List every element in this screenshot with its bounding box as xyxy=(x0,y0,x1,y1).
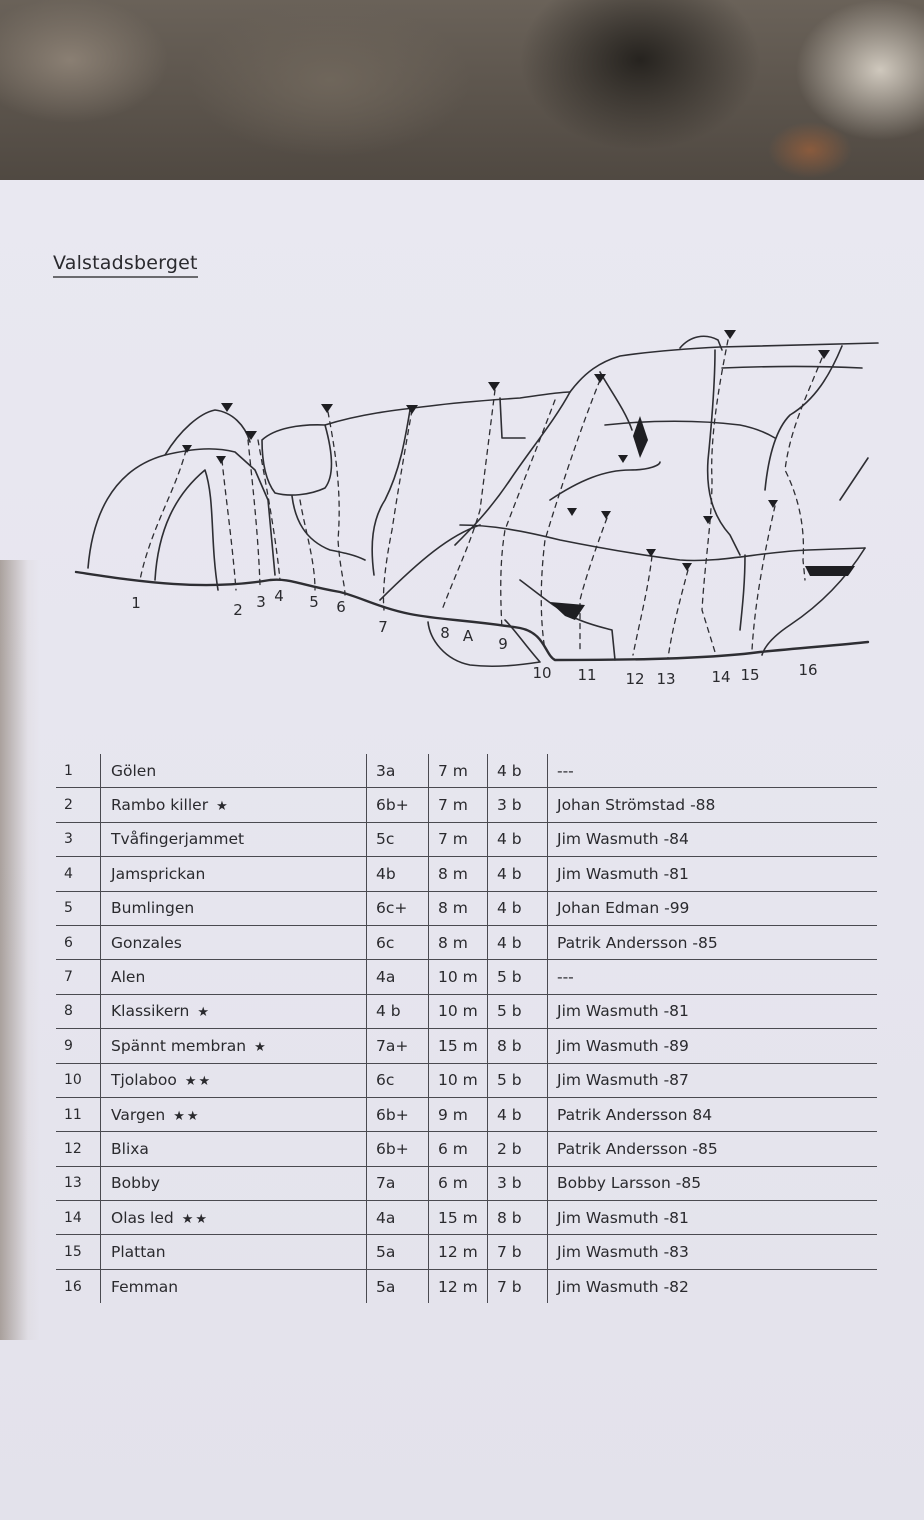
route-line-9 xyxy=(501,400,555,630)
route-name-cell xyxy=(101,1097,367,1131)
route-name-text: Klassikern xyxy=(111,1002,190,1021)
rock-outline-right-ledge xyxy=(722,367,862,369)
topo-route-number: 4 xyxy=(274,587,284,605)
marker-10 xyxy=(818,350,830,359)
route-length-cell xyxy=(429,925,488,959)
route-name-cell xyxy=(101,788,367,822)
marker-11 xyxy=(567,508,577,516)
table-row xyxy=(56,1029,877,1063)
first-ascent-cell xyxy=(548,857,878,891)
route-bolts-cell xyxy=(488,925,548,959)
first-ascent-cell xyxy=(548,822,878,856)
first-ascent-text: Patrik Andersson -85 xyxy=(557,1139,718,1158)
marker-17 xyxy=(768,500,778,508)
route-bolts-cell xyxy=(488,1269,548,1303)
first-ascent-text: Jim Wasmuth -83 xyxy=(557,1243,689,1262)
route-number-cell xyxy=(56,822,101,856)
route-number-text: 14 xyxy=(64,1209,82,1226)
route-length-text: 7 m xyxy=(438,761,468,780)
route-length-text: 7 m xyxy=(438,830,468,849)
route-bolts-cell xyxy=(488,1097,548,1131)
route-grade-text: 6b+ xyxy=(376,796,409,815)
route-length-cell xyxy=(429,1029,488,1063)
route-grade-text: 7a+ xyxy=(376,1036,409,1055)
marker-16 xyxy=(703,516,713,524)
route-length-cell xyxy=(429,822,488,856)
first-ascent-cell xyxy=(548,960,878,994)
marker-4 xyxy=(216,456,226,464)
route-name-cell xyxy=(101,1029,367,1063)
rock-outline-box xyxy=(500,398,525,438)
quality-stars: ★★ xyxy=(181,1211,210,1227)
route-number-cell xyxy=(56,1269,101,1303)
first-ascent-text: --- xyxy=(557,968,574,987)
topo-route-number: 8 xyxy=(440,624,450,642)
route-length-text: 15 m xyxy=(438,1208,478,1227)
first-ascent-text: Jim Wasmuth -81 xyxy=(557,1208,689,1227)
route-bolts-cell xyxy=(488,1235,548,1269)
topo-route-number: 9 xyxy=(498,635,508,653)
route-length-text: 15 m xyxy=(438,1036,478,1055)
route-number-text: 4 xyxy=(64,865,73,882)
route-name-text: Femman xyxy=(111,1277,179,1296)
route-name-text: Alen xyxy=(111,968,146,987)
route-length-text: 10 m xyxy=(438,1071,478,1090)
route-line-7 xyxy=(383,410,412,610)
rock-outline-top-edge xyxy=(325,392,570,425)
table-row xyxy=(56,1269,877,1303)
route-length-cell xyxy=(429,788,488,822)
route-number-cell xyxy=(56,1029,101,1063)
rock-outline-left-boulder xyxy=(88,449,275,575)
route-number-text: 13 xyxy=(64,1175,82,1192)
topo-route-number: 5 xyxy=(309,593,319,611)
route-table xyxy=(56,754,877,1303)
topo-route-number: 6 xyxy=(336,598,346,616)
route-number-cell xyxy=(56,1166,101,1200)
first-ascent-cell xyxy=(548,891,878,925)
first-ascent-cell xyxy=(548,754,878,788)
route-line-2 xyxy=(222,460,236,590)
route-length-text: 8 m xyxy=(438,933,468,952)
route-line-1 xyxy=(140,450,186,580)
table-row xyxy=(56,1063,877,1097)
first-ascent-cell xyxy=(548,1166,878,1200)
first-ascent-cell xyxy=(548,925,878,959)
route-line-15 xyxy=(752,506,775,650)
route-name-cell xyxy=(101,1063,367,1097)
route-bolts-text: 5 b xyxy=(497,1071,522,1090)
topo-route-number: 3 xyxy=(256,593,266,611)
crag-topo-drawing xyxy=(0,0,924,720)
route-name-text: Blixa xyxy=(111,1139,149,1158)
marker-13 xyxy=(618,455,628,463)
route-number-text: 2 xyxy=(64,797,73,814)
first-ascent-text: Jim Wasmuth -87 xyxy=(557,1071,689,1090)
route-number-cell xyxy=(56,754,101,788)
route-number-text: 15 xyxy=(64,1244,82,1261)
route-bolts-text: 7 b xyxy=(497,1277,522,1296)
route-bolts-cell xyxy=(488,754,548,788)
route-number-cell xyxy=(56,960,101,994)
route-number-text: 11 xyxy=(64,1106,82,1123)
route-bolts-text: 2 b xyxy=(497,1139,522,1158)
first-ascent-cell xyxy=(548,1269,878,1303)
route-grade-text: 5a xyxy=(376,1277,396,1296)
route-name-text: Jamsprickan xyxy=(111,864,206,883)
first-ascent-cell xyxy=(548,1235,878,1269)
route-bolts-cell xyxy=(488,857,548,891)
route-length-cell xyxy=(429,1235,488,1269)
rock-outline-inner-arc xyxy=(155,470,218,590)
route-line-13 xyxy=(668,570,688,658)
first-ascent-cell xyxy=(548,1063,878,1097)
route-line-8 xyxy=(442,390,495,610)
route-length-text: 6 m xyxy=(438,1139,468,1158)
route-grade-text: 6c xyxy=(376,933,395,952)
rock-outline-right-edge xyxy=(762,548,865,655)
route-length-cell xyxy=(429,1269,488,1303)
first-ascent-cell xyxy=(548,994,878,1028)
route-length-text: 9 m xyxy=(438,1105,468,1124)
route-grade-text: 4a xyxy=(376,968,396,987)
first-ascent-text: Patrik Andersson -85 xyxy=(557,933,718,952)
route-grade-text: 4b xyxy=(376,864,396,883)
first-ascent-text: Bobby Larsson -85 xyxy=(557,1174,702,1193)
route-line-14 xyxy=(702,340,728,652)
first-ascent-text: Jim Wasmuth -82 xyxy=(557,1277,689,1296)
route-length-cell xyxy=(429,960,488,994)
table-row xyxy=(56,1097,877,1131)
rock-outline-ramp xyxy=(550,462,660,500)
black-ledge-feature xyxy=(805,566,855,576)
rock-outline-crack-mid xyxy=(372,410,410,575)
marker-1 xyxy=(221,403,233,412)
route-grade-cell xyxy=(367,822,429,856)
rock-outline-low-ramp xyxy=(380,525,480,600)
quality-stars: ★★ xyxy=(173,1108,201,1124)
route-name-text: Bobby xyxy=(111,1174,160,1193)
route-number-text: 16 xyxy=(64,1278,82,1295)
rock-outline-slash-right xyxy=(840,458,868,500)
ground-line xyxy=(76,572,868,660)
route-line-3 xyxy=(248,440,260,585)
route-grade-text: 4a xyxy=(376,1208,396,1227)
table-row xyxy=(56,1201,877,1235)
route-bolts-text: 4 b xyxy=(497,830,522,849)
first-ascent-text: Jim Wasmuth -81 xyxy=(557,1002,689,1021)
route-line-11 xyxy=(580,518,607,650)
route-name-cell xyxy=(101,1235,367,1269)
route-length-cell xyxy=(429,754,488,788)
route-bolts-text: 8 b xyxy=(497,1208,522,1227)
route-number-text: 8 xyxy=(64,1003,73,1020)
route-bolts-cell xyxy=(488,1132,548,1166)
route-grade-cell xyxy=(367,925,429,959)
topo-route-number: 2 xyxy=(233,601,243,619)
rock-outline-lower-band xyxy=(460,525,865,561)
route-grade-text: 6b+ xyxy=(376,1139,409,1158)
route-grade-cell xyxy=(367,891,429,925)
route-grade-text: 6c xyxy=(376,1071,395,1090)
table-row xyxy=(56,754,877,788)
first-ascent-text: Patrik Andersson 84 xyxy=(557,1105,713,1124)
route-length-cell xyxy=(429,857,488,891)
route-name-cell xyxy=(101,891,367,925)
route-grade-text: 6b+ xyxy=(376,1105,409,1124)
route-length-text: 12 m xyxy=(438,1243,478,1262)
route-grade-cell xyxy=(367,1029,429,1063)
quality-stars: ★ xyxy=(254,1039,268,1055)
route-name-text: Rambo killer xyxy=(111,796,209,815)
route-line-6 xyxy=(328,412,345,595)
marker-6 xyxy=(406,405,418,414)
route-name-cell xyxy=(101,857,367,891)
route-name-cell xyxy=(101,1269,367,1303)
route-length-text: 6 m xyxy=(438,1174,468,1193)
first-ascent-text: Jim Wasmuth -89 xyxy=(557,1036,689,1055)
first-ascent-text: Johan Strömstad -88 xyxy=(557,796,716,815)
quality-stars: ★★ xyxy=(184,1074,213,1090)
route-number-text: 6 xyxy=(64,934,73,951)
route-line-12 xyxy=(633,556,652,655)
first-ascent-cell xyxy=(548,1029,878,1063)
route-name-cell xyxy=(101,1166,367,1200)
route-number-cell xyxy=(56,1235,101,1269)
route-name-cell xyxy=(101,822,367,856)
route-name-cell xyxy=(101,754,367,788)
route-number-cell xyxy=(56,1201,101,1235)
route-length-text: 8 m xyxy=(438,864,468,883)
route-bolts-cell xyxy=(488,960,548,994)
rock-outline-lower-slab xyxy=(520,580,615,660)
topo-route-number: 12 xyxy=(625,670,645,688)
route-length-cell xyxy=(429,1097,488,1131)
route-bolts-cell xyxy=(488,822,548,856)
route-grade-cell xyxy=(367,857,429,891)
route-grade-cell xyxy=(367,1063,429,1097)
table-row xyxy=(56,925,877,959)
route-grade-text: 3a xyxy=(376,761,396,780)
route-name-text: Olas led xyxy=(111,1208,174,1227)
route-number-text: 12 xyxy=(64,1140,82,1157)
topo-route-number: 11 xyxy=(577,666,597,684)
route-grade-text: 6c+ xyxy=(376,899,408,918)
table-row xyxy=(56,994,877,1028)
route-name-text: Tjolaboo xyxy=(111,1071,177,1090)
topo-route-number: 14 xyxy=(711,668,731,686)
first-ascent-text: Jim Wasmuth -84 xyxy=(557,830,689,849)
route-name-text: Gölen xyxy=(111,761,157,780)
crag-title: Valstadsberget xyxy=(53,252,198,278)
first-ascent-cell xyxy=(548,1097,878,1131)
table-row xyxy=(56,1235,877,1269)
route-name-text: Plattan xyxy=(111,1243,166,1262)
route-bolts-text: 5 b xyxy=(497,1002,522,1021)
route-number-text: 3 xyxy=(64,831,73,848)
route-length-text: 10 m xyxy=(438,968,478,987)
route-grade-text: 4 b xyxy=(376,1002,401,1021)
route-bolts-cell xyxy=(488,994,548,1028)
route-number-cell xyxy=(56,994,101,1028)
topo-route-number: 15 xyxy=(740,666,760,684)
marker-9 xyxy=(724,330,736,339)
route-bolts-cell xyxy=(488,788,548,822)
route-bolts-text: 3 b xyxy=(497,796,522,815)
route-length-text: 12 m xyxy=(438,1277,478,1296)
route-grade-cell xyxy=(367,788,429,822)
route-number-cell xyxy=(56,1132,101,1166)
topo-route-number: 7 xyxy=(378,618,388,636)
marker-5 xyxy=(321,404,333,413)
route-name-cell xyxy=(101,1201,367,1235)
route-number-text: 5 xyxy=(64,900,73,917)
route-bolts-text: 4 b xyxy=(497,761,522,780)
rock-outline-crack-big xyxy=(455,392,570,545)
route-name-text: Vargen xyxy=(111,1105,166,1124)
route-number-cell xyxy=(56,925,101,959)
route-number-cell xyxy=(56,1063,101,1097)
marker-15 xyxy=(682,563,692,571)
route-bolts-text: 5 b xyxy=(497,968,522,987)
route-length-cell xyxy=(429,1132,488,1166)
route-name-text: Spännt membran xyxy=(111,1036,247,1055)
route-number-cell xyxy=(56,857,101,891)
route-name-cell xyxy=(101,1132,367,1166)
table-row xyxy=(56,857,877,891)
route-name-text: Tvåfingerjammet xyxy=(111,830,245,849)
route-number-text: 7 xyxy=(64,969,73,986)
topo-route-number: 1 xyxy=(131,594,141,612)
route-bolts-cell xyxy=(488,1063,548,1097)
first-ascent-cell xyxy=(548,1201,878,1235)
route-number-text: 1 xyxy=(64,762,73,779)
table-row xyxy=(56,1166,877,1200)
route-name-cell xyxy=(101,994,367,1028)
first-ascent-text: Johan Edman -99 xyxy=(557,899,690,918)
route-number-cell xyxy=(56,1097,101,1131)
route-length-text: 10 m xyxy=(438,1002,478,1021)
route-grade-text: 5c xyxy=(376,830,395,849)
quality-stars: ★ xyxy=(216,799,230,815)
route-end-markers xyxy=(182,330,855,620)
route-number-labels xyxy=(131,587,817,688)
rock-outline-right-slab xyxy=(740,555,745,630)
route-grade-cell xyxy=(367,1201,429,1235)
route-bolts-text: 3 b xyxy=(497,1174,522,1193)
table-row xyxy=(56,960,877,994)
route-number-cell xyxy=(56,891,101,925)
route-line-5 xyxy=(300,500,315,590)
route-length-cell xyxy=(429,1063,488,1097)
route-number-text: 10 xyxy=(64,1072,82,1089)
first-ascent-text: Jim Wasmuth -81 xyxy=(557,864,689,883)
marker-7 xyxy=(488,382,500,391)
quality-stars: ★ xyxy=(197,1005,211,1021)
route-bolts-text: 4 b xyxy=(497,1105,522,1124)
route-grade-cell xyxy=(367,960,429,994)
route-name-cell xyxy=(101,925,367,959)
route-grade-cell xyxy=(367,754,429,788)
route-grade-cell xyxy=(367,994,429,1028)
rock-outline-flake xyxy=(292,496,365,560)
route-grade-text: 7a xyxy=(376,1174,396,1193)
rock-outline-diagonal xyxy=(600,372,632,430)
route-grade-cell xyxy=(367,1269,429,1303)
route-name-cell xyxy=(101,960,367,994)
rock-outline-block xyxy=(262,425,331,495)
first-ascent-cell xyxy=(548,788,878,822)
route-name-text: Gonzales xyxy=(111,933,182,952)
route-name-text: Bumlingen xyxy=(111,899,195,918)
route-bolts-text: 4 b xyxy=(497,864,522,883)
table-row xyxy=(56,891,877,925)
table-row xyxy=(56,788,877,822)
route-length-cell xyxy=(429,891,488,925)
route-bolts-text: 4 b xyxy=(497,899,522,918)
route-bolts-cell xyxy=(488,891,548,925)
table-row xyxy=(56,1132,877,1166)
rock-outline-roof-band xyxy=(605,421,775,438)
first-ascent-cell xyxy=(548,1132,878,1166)
route-grade-text: 5a xyxy=(376,1243,396,1262)
route-length-cell xyxy=(429,1166,488,1200)
route-grade-cell xyxy=(367,1097,429,1131)
route-number-cell xyxy=(56,788,101,822)
topo-route-number: A xyxy=(462,627,474,645)
topo-route-number: 16 xyxy=(798,661,818,679)
route-length-text: 8 m xyxy=(438,899,468,918)
route-number-text: 9 xyxy=(64,1037,73,1054)
topo-route-number: 13 xyxy=(656,670,676,688)
route-bolts-text: 7 b xyxy=(497,1243,522,1262)
topo-route-number: 10 xyxy=(532,664,552,682)
route-length-cell xyxy=(429,994,488,1028)
route-bolts-text: 8 b xyxy=(497,1036,522,1055)
route-bolts-cell xyxy=(488,1029,548,1063)
table-row xyxy=(56,822,877,856)
route-grade-cell xyxy=(367,1166,429,1200)
route-bolts-text: 4 b xyxy=(497,933,522,952)
first-ascent-text: --- xyxy=(557,761,574,780)
marker-12 xyxy=(601,511,611,519)
route-grade-cell xyxy=(367,1235,429,1269)
route-length-text: 7 m xyxy=(438,796,468,815)
route-length-cell xyxy=(429,1201,488,1235)
route-bolts-cell xyxy=(488,1166,548,1200)
route-bolts-cell xyxy=(488,1201,548,1235)
route-grade-cell xyxy=(367,1132,429,1166)
